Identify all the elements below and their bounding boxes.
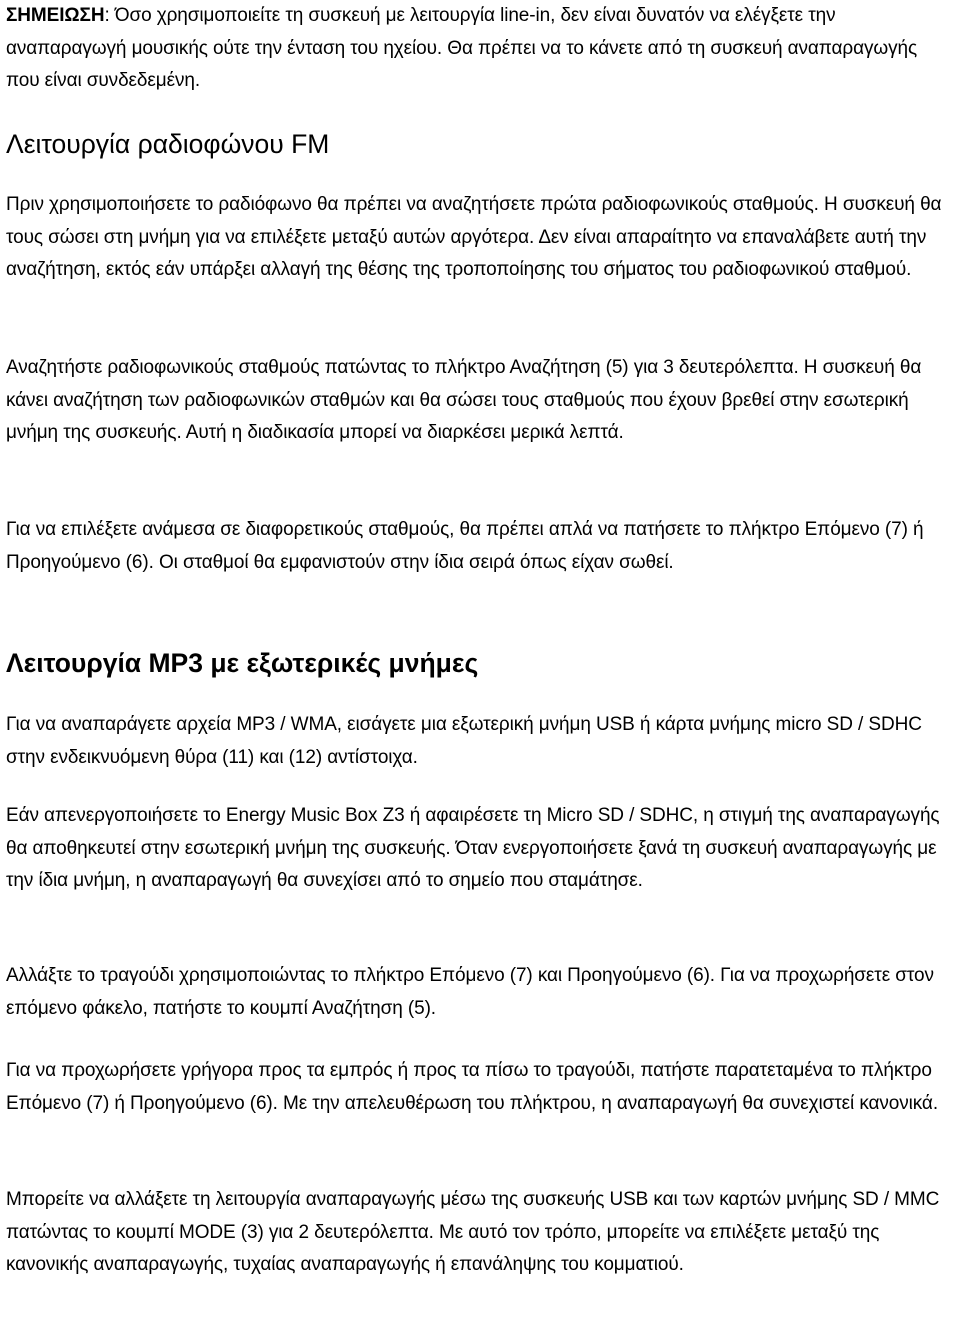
- note-paragraph: [6, 0, 954, 98]
- note-text: : Όσο χρησιμοποιείτε τη συσκευή με λειτουργία line-in, δεν είναι δυνατόν να ελέγξετε την αναπαραγωγή μουσικής ούτε την ένταση του ηχείου. Θα πρέπει να το κάνετε από τη συσκευή αναπαραγωγής που είναι συνδεδεμένη.: [6, 5, 918, 91]
- mp3-paragraph-5: Μπορείτε να αλλάξετε τη λειτουργία αναπαραγωγής μέσω της συσκευής USB και των καρτών μνήμης SD / MMC πατώντας το κουμπί MODE (3) για 2 δευτερόλεπτα. Με αυτό τον τρόπο, μπορείτε να επιλέξετε μεταξύ της κανονικής αναπαραγωγής, τυχαίας αναπαραγωγής ή επανάληψης του κομματιού.: [6, 1189, 940, 1275]
- mp3-section-title: Λειτουργία MP3 με εξωτερικές μνήμες: [6, 648, 479, 678]
- note-label: ΣΗΜΕΙΩΣΗ: [6, 5, 105, 26]
- mp3-paragraph-3: Αλλάξτε το τραγούδι χρησιμοποιώντας το πλήκτρο Επόμενο (7) και Προηγούμενο (6). Για να προχωρήσετε στον επόμενο φάκελο, πατήστε το κουμπί Αναζήτηση (5).: [6, 965, 934, 1019]
- fm-paragraph-2: Αναζητήστε ραδιοφωνικούς σταθμούς πατώντας το πλήκτρο Αναζήτηση (5) για 3 δευτερόλεπτα. Η συσκευή θα κάνει αναζήτηση των ραδιοφωνικών σταθμών και θα σώσει τους σταθμούς που έχουν βρεθεί στην εσωτερική μνήμη της συσκευής. Αυτή η διαδικασία μπορεί να διαρκέσει μερικά λεπτά.: [6, 357, 922, 443]
- fm-section-title: Λειτουργία ραδιοφώνου FM: [6, 129, 330, 159]
- fm-paragraph-1: Πριν χρησιμοποιήσετε το ραδιόφωνο θα πρέπει να αναζητήσετε πρώτα ραδιοφωνικούς σταθμούς. Η συσκευή θα τους σώσει στη μνήμη για να επιλέξετε μεταξύ αυτών αργότερα. Δεν είναι απαραίτητο να επαναλάβετε αυτή την αναζήτηση, εκτός εάν υπάρξει αλλαγή της θέσης της τροποποίησης του σήματος του ραδιοφωνικού σταθμού.: [6, 194, 942, 280]
- mp3-paragraph-1: Για να αναπαράγετε αρχεία MP3 / WMA, εισάγετε μια εξωτερική μνήμη USB ή κάρτα μνήμης micro SD / SDHC στην ενδεικνυόμενη θύρα (11) και (12) αντίστοιχα.: [6, 714, 922, 768]
- mp3-paragraph-2: Εάν απενεργοποιήσετε το Energy Music Box Z3 ή αφαιρέσετε τη Micro SD / SDHC, η στιγμή της αναπαραγωγής θα αποθηκευτεί στην εσωτερική μνήμη της συσκευής. Όταν ενεργοποιήσετε ξανά τη συσκευή αναπαραγωγής με την ίδια μνήμη, η αναπαραγωγή θα συνεχίσει από το σημείο που σταμάτησε.: [6, 805, 940, 891]
- mp3-paragraph-4: Για να προχωρήσετε γρήγορα προς τα εμπρός ή προς τα πίσω το τραγούδι, πατήστε παρατεταμένα το πλήκτρο Επόμενο (7) ή Προηγούμενο (6). Με την απελευθέρωση του πλήκτρου, η αναπαραγωγή θα συνεχιστεί κανονικά.: [6, 1060, 938, 1114]
- fm-paragraph-3: Για να επιλέξετε ανάμεσα σε διαφορετικούς σταθμούς, θα πρέπει απλά να πατήσετε το πλήκτρο Επόμενο (7) ή Προηγούμενο (6). Οι σταθμοί θα εμφανιστούν στην ίδια σειρά όπως είχαν σωθεί.: [6, 519, 924, 573]
